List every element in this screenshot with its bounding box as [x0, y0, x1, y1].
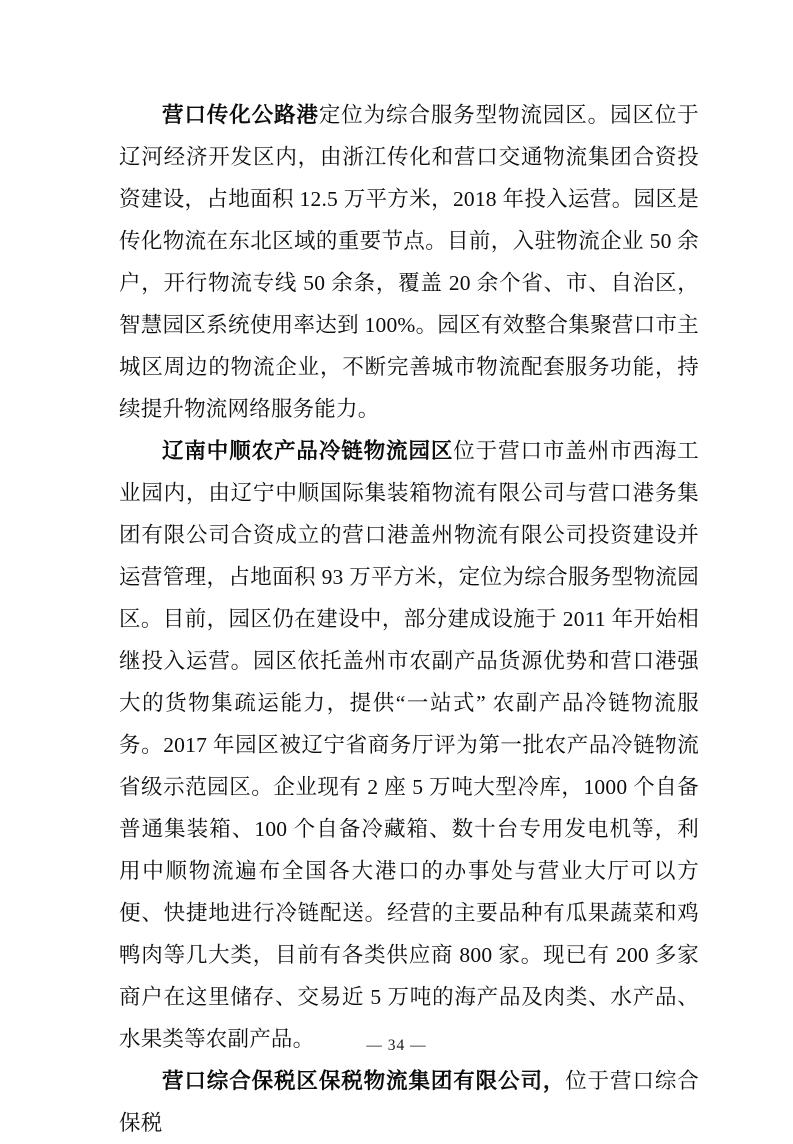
page-number: — 34 — — [366, 1037, 427, 1054]
paragraph-yingkou-bonded-logistics-group — [119, 1060, 699, 1144]
paragraph-yingkou-chuanhua-highway-port — [119, 94, 699, 430]
paragraph-lead: 营口综合保税区保税物流集团有限公司， — [162, 1069, 566, 1093]
paragraph-text: 定位为综合服务型物流园区。园区位于辽河经济开发区内，由浙江传化和营口交通物流集团合资投资建设，占地面积 12.5 万平方米，2018 年投入运营。园区是传化物流在东北区域的重要节点。目前，入驻物流企业 50 余户，开行物流专线 50 余条，覆盖 20 余个省、市、自治区，智慧园区系统使用率达到 100%。园区有效整合集聚营口市主城区周边的物流企业，不断完善城市物流配套服务功能，持续提升物流网络服务能力。 — [119, 103, 699, 421]
paragraph-text: 位于营口市盖州市西海工业园内，由辽宁中顺国际集装箱物流有限公司与营口港务集团有限公司合资成立的营口港盖州物流有限公司投资建设并运营管理，占地面积 93 万平方米，定位为综合服务型物流园区。目前，园区仍在建设中，部分建成设施于 2011 年开始相继投入运营。园区依托盖州市农副产品货源优势和营口港强大的货物集疏运能力，提供“一站式” 农副产品冷链物流服务。2017 年园区被辽宁省商务厅评为第一批农产品冷链物流省级示范园区。企业现有 2 座 5 万吨大型冷库，1000 个自备普通集装箱、100 个自备冷藏箱、数十台专用发电机等，利用中顺物流遍布全国各大港口的办事处与营业大厅可以方便、快捷地进行冷链配送。经营的主要品种有瓜果蔬菜和鸡鸭肉等几大类，目前有各类供应商 800 家。现已有 200 多家商户在这里储存、交易近 5 万吨的海产品及肉类、水产品、水果类等农副产品。 — [119, 439, 700, 1051]
paragraph-lead: 营口传化公路港 — [162, 103, 319, 127]
paragraph-lead: 辽南中顺农产品冷链物流园区 — [162, 439, 454, 463]
document-body — [119, 94, 699, 1144]
paragraph-liaonan-zhongshun-cold-chain-park — [119, 430, 699, 1060]
paragraph-text: 位于营口综合保税 — [119, 1069, 700, 1135]
